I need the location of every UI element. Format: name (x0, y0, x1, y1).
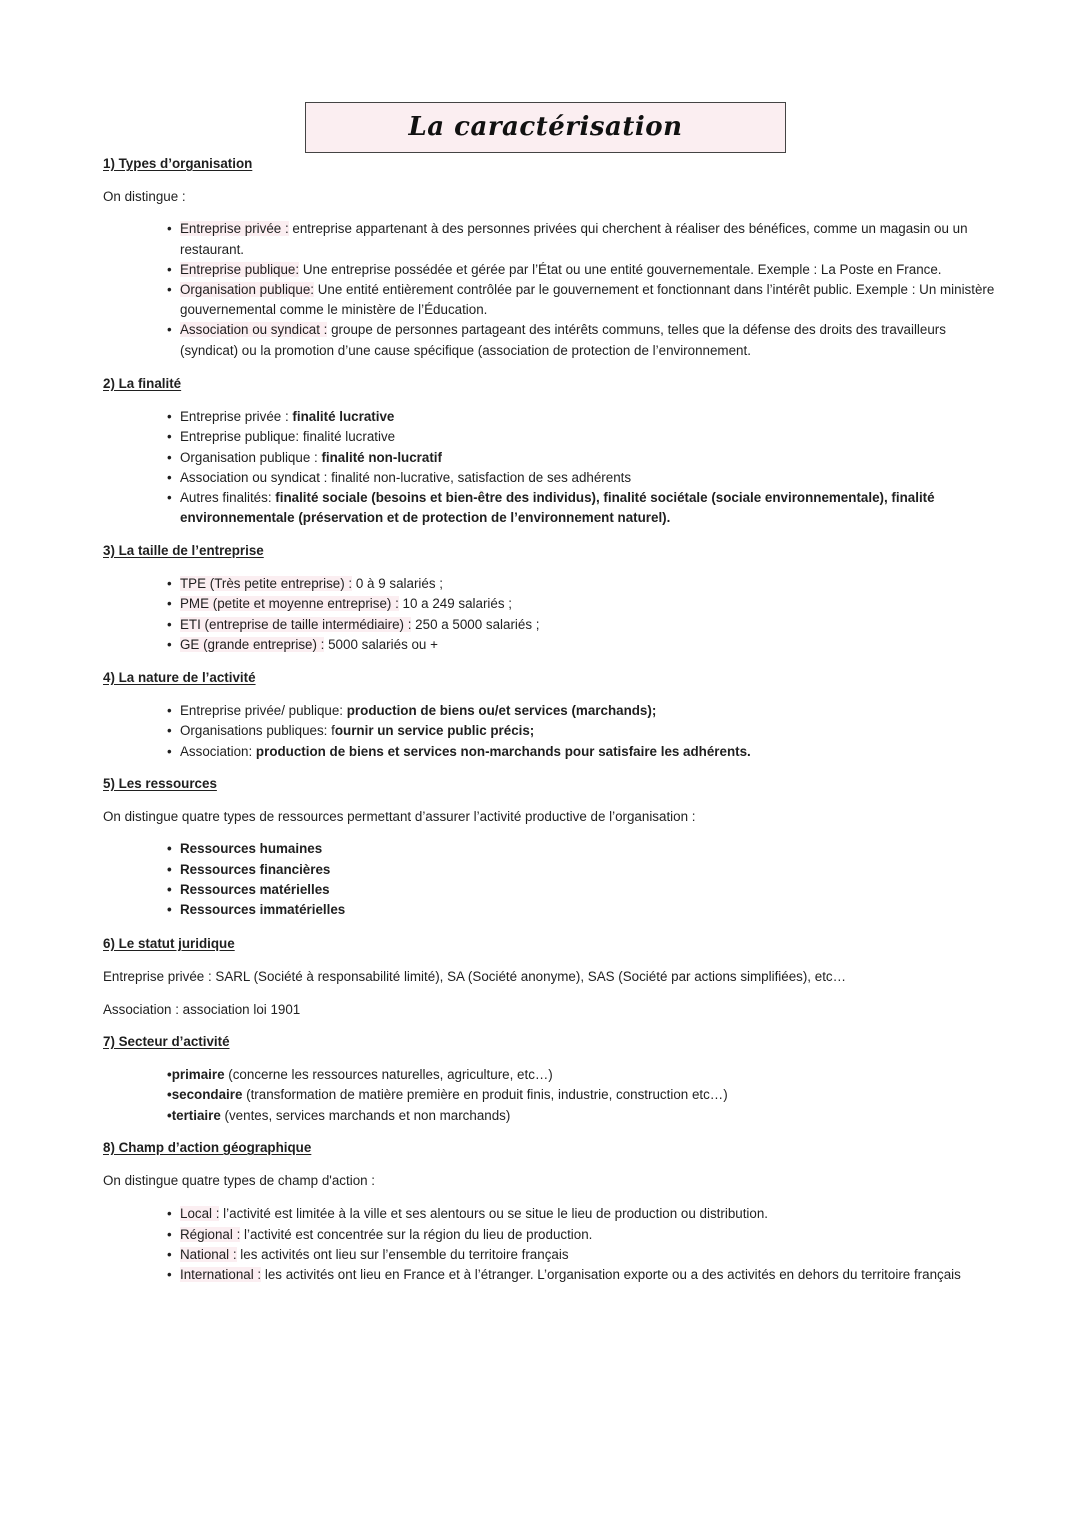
list-item (167, 742, 1003, 762)
term: National : (180, 1246, 237, 1262)
item-value: finalité sociale (besoins et bien-être des individus), finalité sociétale (sociale environnementale), finalité environnementale (préservation et de protection de l’environnement naturel). (180, 490, 935, 526)
term: •tertiaire (167, 1107, 221, 1123)
definition: les activités ont lieu sur l’ensemble du territoire français (236, 1246, 569, 1262)
definition: l’activité est limitée à la ville et ses alentours ou se situe le lieu de production ou distribution. (219, 1206, 769, 1222)
definition: 250 a 5000 salariés ; (411, 616, 540, 632)
term: Entreprise privée : (180, 221, 289, 237)
section-statut-juridique (103, 934, 1003, 1021)
item-label: Organisations publiques: f (180, 723, 335, 739)
section-intro: On distingue quatre types de ressources permettant d’assurer l’activité productive de l’organisation : (103, 809, 696, 825)
list-item (167, 427, 967, 447)
term: International : (180, 1267, 262, 1283)
list-item (167, 1085, 1003, 1105)
list-item (167, 219, 997, 259)
section-intro: On distingue quatre types de champ d'action : (103, 1173, 376, 1189)
list-item (167, 448, 967, 468)
page-title: La caractérisation (408, 112, 683, 143)
section-finalite (103, 374, 1003, 528)
list-item (167, 1225, 1003, 1245)
term: ETI (entreprise de taille intermédiaire) : (180, 616, 412, 632)
definition: les activités ont lieu en France et à l’étranger. L’organisation exporte ou a des activités en dehors du territoire français (261, 1267, 961, 1283)
term: Régional : (180, 1226, 241, 1242)
term: •primaire (167, 1067, 225, 1083)
section-heading: 4) La nature de l’activité (103, 670, 256, 685)
list-item (167, 468, 967, 488)
list-item (167, 574, 1003, 594)
term: •secondaire (167, 1087, 243, 1103)
item-value: finalité non-lucratif (321, 449, 442, 465)
section-heading: 2) La finalité (103, 376, 182, 391)
item-value: production de biens et services non-marchands pour satisfaire les adhérents. (255, 743, 751, 759)
list-item (167, 407, 967, 427)
list-item (167, 1265, 1003, 1285)
definition: (concerne les ressources naturelles, agriculture, etc…) (224, 1067, 553, 1083)
bullet-list (103, 407, 967, 528)
list-item (167, 320, 997, 360)
definition: groupe de personnes partageant des intérêts communs, telles que la défense des droits des travailleurs (syndicat) ou la promotion d’une cause spécifique (association de protection de l’environnement. (180, 322, 946, 358)
section-taille (103, 541, 1003, 655)
item-value: ournir un service public précis; (334, 723, 535, 739)
definition: Une entité entièrement contrôlée par le gouvernement et fonctionnant dans l’intérêt public. Exemple : Un ministère gouvernemental comme le ministère de l’Éducation. (180, 282, 995, 318)
list-item (167, 488, 967, 528)
section-nature-activite (103, 668, 1003, 762)
list-item (167, 701, 1003, 721)
definition: 10 a 249 salariés ; (398, 596, 512, 612)
section-types-organisation (103, 154, 1003, 361)
section-heading: 1) Types d’organisation (103, 156, 253, 171)
list-item (167, 1065, 1003, 1085)
section-champ-action (103, 1138, 1003, 1285)
bullet-list (103, 839, 1003, 920)
bullet-list (103, 701, 1003, 762)
paragraph: Entreprise privée : SARL (Société à responsabilité limité), SA (Société anonyme), SAS (Société par actions simplifiées), etc… (103, 969, 847, 985)
list-item (167, 594, 1003, 614)
list-item: • Ressources financières (167, 860, 1003, 880)
definition: 5000 salariés ou + (324, 636, 438, 652)
item-label: Association: (180, 743, 256, 759)
bullet-list (103, 219, 997, 360)
list-item (167, 721, 1003, 741)
item-label: Autres finalités: (180, 490, 276, 506)
definition: 0 à 9 salariés ; (352, 576, 443, 592)
list-item (167, 615, 1003, 635)
term: Entreprise publique: (180, 261, 300, 277)
list-item (167, 1204, 1003, 1224)
section-intro: On distingue : (103, 189, 186, 205)
list-item (167, 635, 1003, 655)
term: PME (petite et moyenne entreprise) : (180, 596, 399, 612)
term: Local : (180, 1206, 220, 1222)
bullet-list (103, 574, 1003, 655)
definition: l’activité est concentrée sur la région du lieu de production. (240, 1226, 593, 1242)
list-item (167, 260, 997, 280)
item-value: production de biens ou/et services (marchands); (346, 703, 657, 719)
bullet-list (103, 1204, 1003, 1285)
section-heading: 8) Champ d’action géographique (103, 1140, 312, 1155)
list-item: • Ressources immatérielles (167, 900, 1003, 920)
section-ressources (103, 774, 1003, 920)
list-item (167, 1106, 1003, 1126)
section-heading: 5) Les ressources (103, 776, 217, 791)
definition: Une entreprise possédée et gérée par l’État ou une entité gouvernementale. Exemple : La Poste en France. (299, 261, 942, 277)
term: Association ou syndicat : (180, 322, 328, 338)
paragraph: Association : association loi 1901 (103, 1002, 301, 1018)
term: TPE (Très petite entreprise) : (180, 576, 353, 592)
item-value: finalité lucrative (292, 409, 395, 425)
section-secteur-activite (103, 1032, 1003, 1126)
item-text: Entreprise publique: finalité lucrative (180, 429, 396, 445)
section-heading: 3) La taille de l’entreprise (103, 543, 264, 558)
dot-list (103, 1065, 1003, 1126)
term: Organisation publique: (180, 282, 314, 298)
item-label: Entreprise privée/ publique: (180, 703, 347, 719)
item-label: Entreprise privée : (180, 409, 293, 425)
definition: entreprise appartenant à des personnes privées qui cherchent à réaliser des bénéfices, comme un magasin ou un restaurant. (180, 221, 968, 257)
definition: (transformation de matière première en produit finis, industrie, construction etc…) (242, 1087, 728, 1103)
definition: (ventes, services marchands et non marchands) (220, 1107, 511, 1123)
term: GE (grande entreprise) : (180, 636, 325, 652)
item-label: Organisation publique : (180, 449, 322, 465)
section-heading: 7) Secteur d’activité (103, 1034, 230, 1049)
list-item: • Ressources humaines (167, 839, 1003, 859)
list-item: • Ressources matérielles (167, 880, 1003, 900)
title-box (305, 102, 786, 153)
list-item (167, 280, 997, 320)
item-text: Association ou syndicat : finalité non-lucrative, satisfaction de ses adhérents (180, 469, 632, 485)
section-heading: 6) Le statut juridique (103, 936, 235, 951)
list-item (167, 1245, 1003, 1265)
